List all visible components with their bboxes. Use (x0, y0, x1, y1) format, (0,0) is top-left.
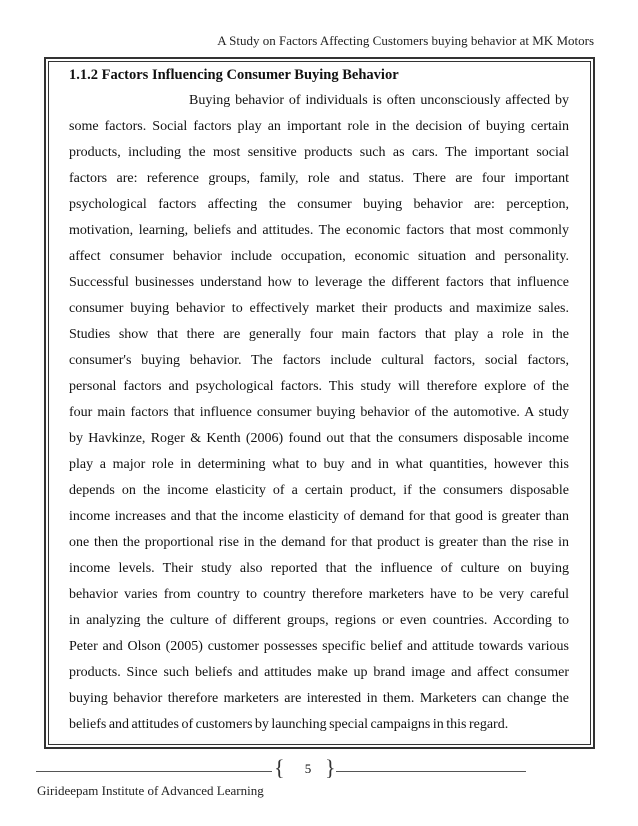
body-paragraph (69, 88, 569, 738)
paragraph-line: depends on the income elasticity of a certain product, if the consumers disposable (69, 483, 569, 498)
paragraph-line: play a major role in determining what to buy and in what quantities, however this (69, 457, 569, 472)
footer-rule-left (36, 771, 272, 772)
paragraph-line: psychological factors affecting the consumer buying behavior are: perception, (69, 197, 569, 212)
paragraph-line: Successful businesses understand how to leverage the different factors that influence (69, 275, 569, 290)
paragraph-line: buying behavior therefore marketers are interested in them. Marketers can change the (69, 691, 569, 706)
paragraph-line: motivation, learning, beliefs and attitudes. The economic factors that most commonly (69, 223, 569, 238)
paragraph-line: some factors. Social factors play an important role in the decision of buying certain (69, 119, 569, 134)
page-body (69, 64, 569, 738)
page-number-left-brace: { (274, 755, 285, 780)
paragraph-line: Studies show that there are generally four main factors that play a role in the (69, 327, 569, 342)
footer-institute: Girideepam Institute of Advanced Learning (37, 783, 264, 798)
paragraph-line: behavior varies from country to country therefore marketers have to be very careful (69, 587, 569, 602)
paragraph-line: products. Since such beliefs and attitudes make up brand image and affect consumer (69, 665, 569, 680)
paragraph-line: consumer's buying behavior. The factors include cultural factors, social factors, (69, 353, 569, 368)
paragraph-line: affect consumer behavior include occupation, economic situation and personality. (69, 249, 569, 264)
paragraph-line: four main factors that influence consumer buying behavior of the automotive. A study (69, 405, 569, 420)
paragraph-line: factors are: reference groups, family, role and status. There are four important (69, 171, 569, 186)
paragraph-line: income levels. Their study also reported that the influence of culture on buying (69, 561, 569, 576)
paragraph-line: consumer buying behavior to effectively market their products and maximize sales. (69, 301, 569, 316)
paragraph-line: income increases and that the income elasticity of demand for that good is greater than (69, 509, 569, 524)
paragraph-line: one then the proportional rise in the demand for that product is greater than the rise in (69, 535, 569, 550)
page-number: 5 (304, 761, 312, 776)
paragraph-line: beliefs and attitudes of customers by launching special campaigns in this regard. (69, 717, 509, 732)
page-number-right-brace: } (325, 755, 336, 780)
paragraph-line: personal factors and psychological factors. This study will therefore explore of the (69, 379, 569, 394)
running-header: A Study on Factors Affecting Customers buying behavior at MK Motors (217, 33, 594, 48)
footer-rule-right (336, 771, 526, 772)
paragraph-line: Peter and Olson (2005) customer possesses specific belief and attitude towards various (69, 639, 569, 654)
paragraph-line: by Havkinze, Roger & Kenth (2006) found out that the consumers disposable income (69, 431, 569, 446)
section-heading: 1.1.2 Factors Influencing Consumer Buying Behavior (69, 67, 399, 83)
paragraph-line: Buying behavior of individuals is often unconsciously affected by (189, 93, 569, 108)
paragraph-line: in analyzing the culture of different groups, regions or even countries. According to (69, 613, 569, 628)
paragraph-line: products, including the most sensitive products such as cars. The important social (69, 145, 569, 160)
